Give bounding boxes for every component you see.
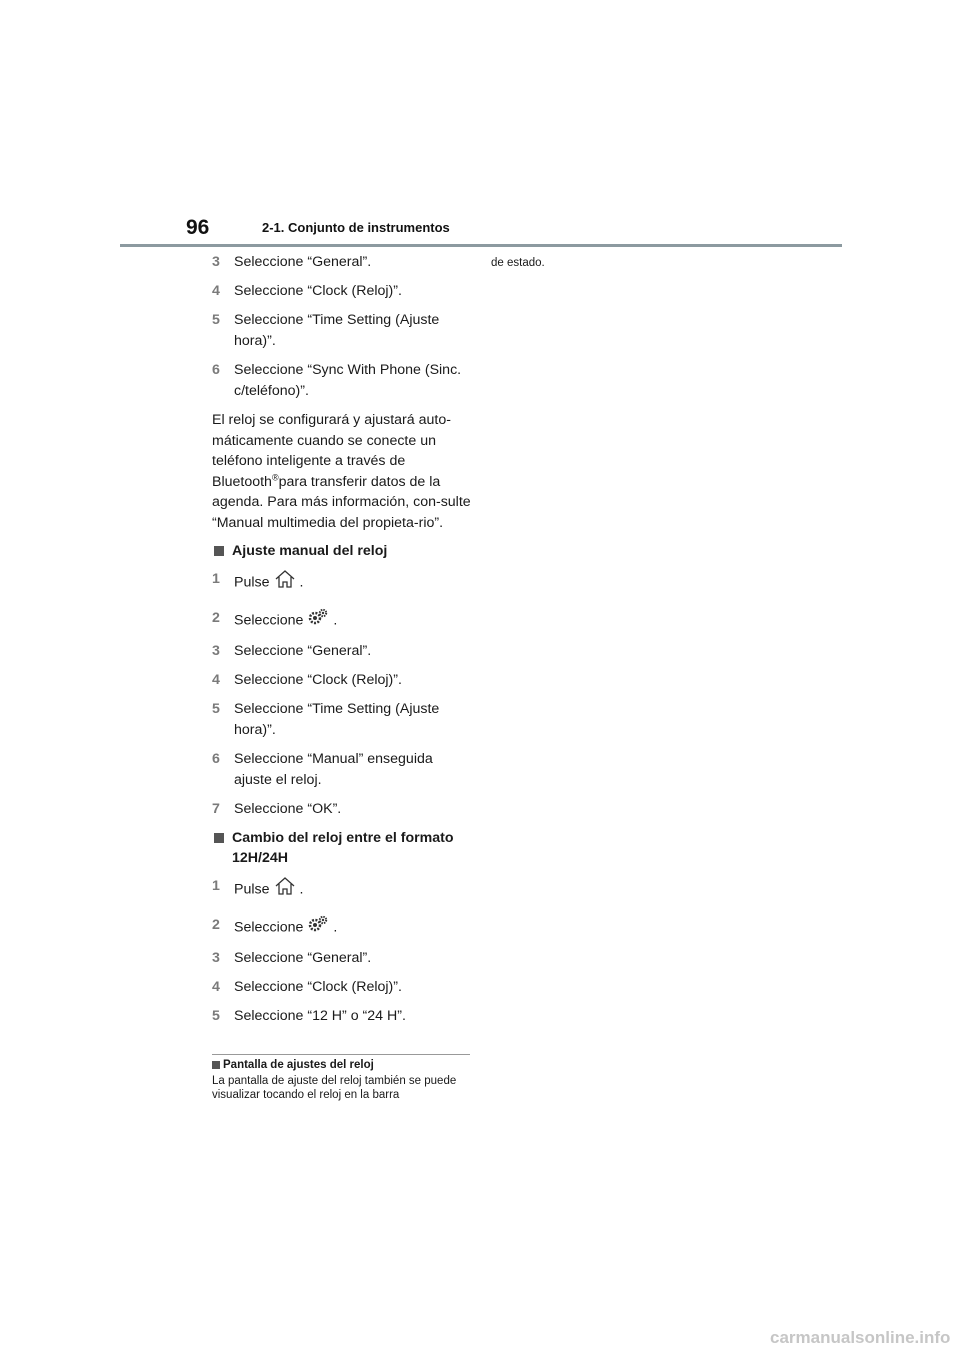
bluetooth-paragraph: El reloj se configurará y ajustará auto-máticamente cuando se conecte un teléfono inteligente a través de Bluetooth®para transferir datos de la agenda. Para más información, con-sulte “Manual multimedia del propieta-rio”. (212, 412, 471, 531)
header-rule (120, 244, 842, 247)
watermark: carmanualsonline.info (770, 1328, 951, 1347)
note-box (212, 1054, 470, 1102)
note-body: La pantalla de ajuste del reloj también se puede visualizar tocando el reloj en la barra (212, 1075, 457, 1101)
page-number: 96 (186, 216, 210, 239)
home-icon (274, 876, 296, 903)
manual-step-6: 6 Seleccione “Manual” enseguida ajuste el reloj. (212, 751, 433, 788)
note-continuation: de estado. (491, 257, 545, 269)
home-icon (274, 569, 296, 596)
format-step-1: 1 Pulse . (212, 876, 472, 903)
square-bullet-icon (212, 1061, 220, 1069)
note-title: Pantalla de ajustes del reloj (212, 1059, 470, 1071)
manual-heading: Ajuste manual del reloj (212, 541, 472, 561)
step-3: 3 Seleccione “General”. (212, 254, 372, 270)
main-column (212, 252, 472, 1035)
manual-step-4: 4 Seleccione “Clock (Reloj)”. (212, 672, 402, 688)
format-heading: Cambio del reloj entre el formato 12H/24H (212, 828, 472, 868)
settings-gears-icon (307, 915, 329, 940)
manual-step-1: 1 Pulse . (212, 569, 472, 596)
manual-step-2: 2 Seleccione . (212, 608, 472, 633)
step-4: 4 Seleccione “Clock (Reloj)”. (212, 283, 402, 299)
section-title: 2-1. Conjunto de instrumentos (262, 220, 450, 235)
step-6: 6 Seleccione “Sync With Phone (Sinc. c/teléfono)”. (212, 362, 462, 399)
format-step-4: 4 Seleccione “Clock (Reloj)”. (212, 979, 402, 995)
format-step-3: 3 Seleccione “General”. (212, 950, 372, 966)
square-bullet-icon (214, 546, 224, 556)
manual-step-7: 7 Seleccione “OK”. (212, 801, 342, 817)
settings-gears-icon (307, 608, 329, 633)
manual-step-5: 5 Seleccione “Time Setting (Ajuste hora)”. (212, 701, 440, 738)
square-bullet-icon (214, 833, 224, 843)
step-5: 5 Seleccione “Time Setting (Ajuste hora)”. (212, 312, 440, 349)
format-step-5: 5 Seleccione “12 H” o “24 H”. (212, 1008, 406, 1024)
format-step-2: 2 Seleccione . (212, 915, 472, 940)
manual-step-3: 3 Seleccione “General”. (212, 643, 372, 659)
